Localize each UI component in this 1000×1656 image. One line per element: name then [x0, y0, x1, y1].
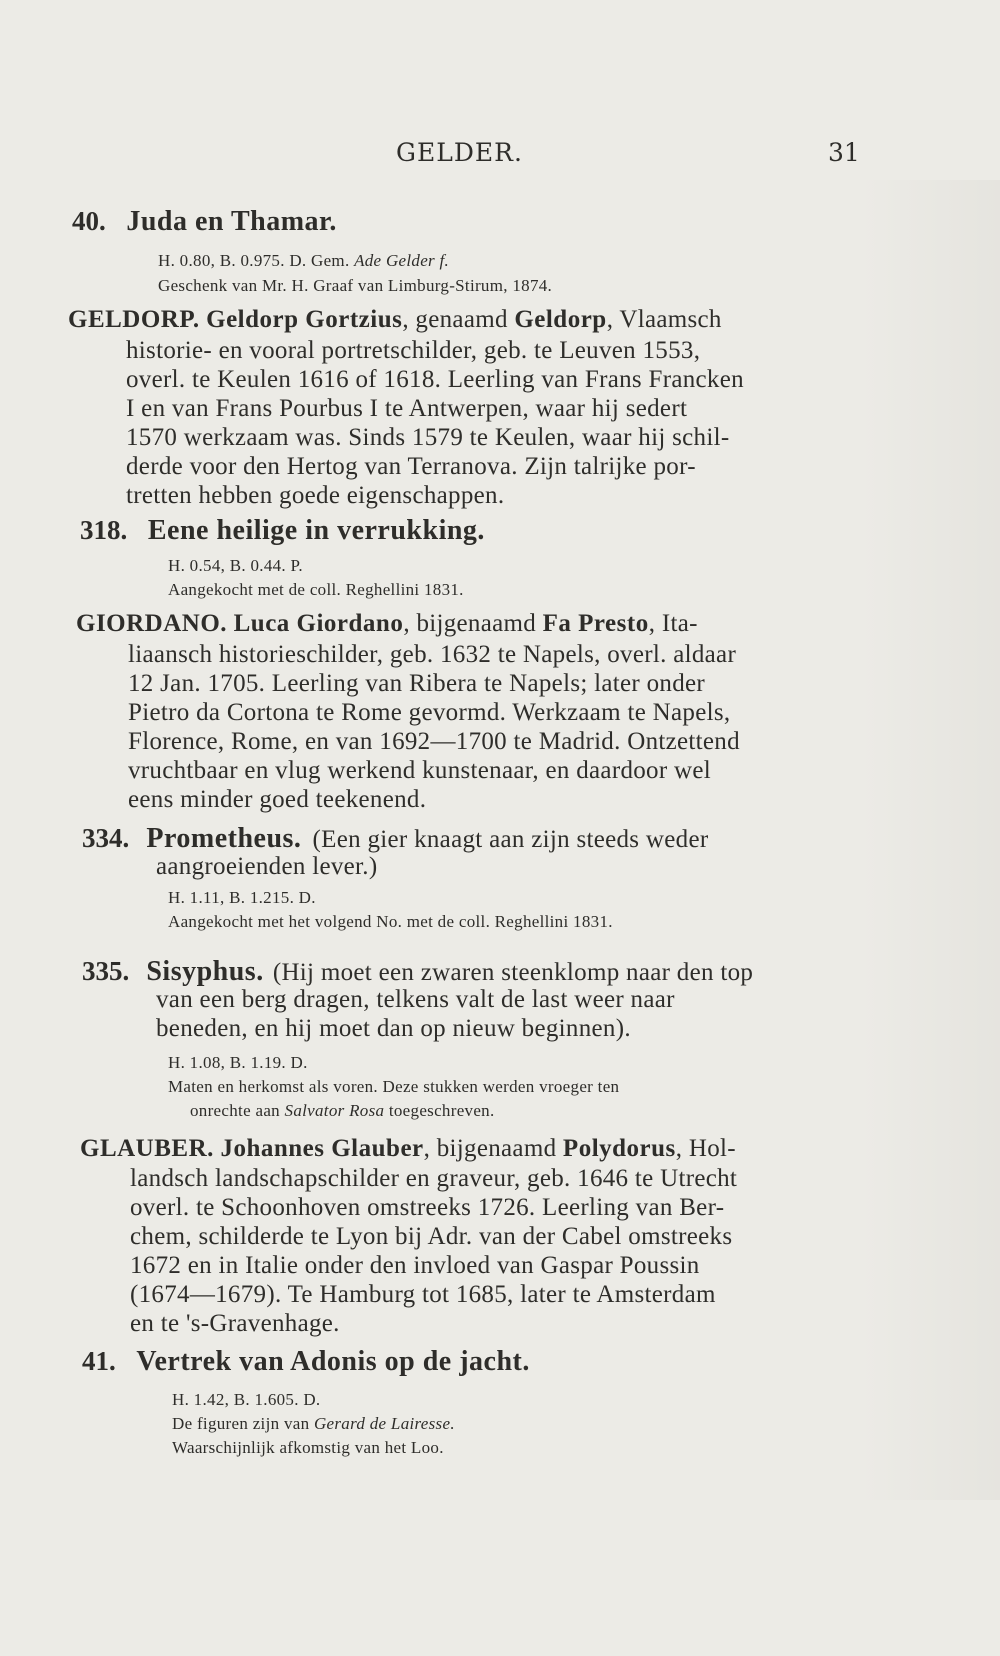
entry-number: 318.: [80, 515, 128, 545]
glauber-heading: [80, 1135, 736, 1163]
bio-line: landsch landschapschilder en graveur, geb. 1646 te Utrecht: [130, 1165, 738, 1192]
show-through-shadow: [860, 180, 1000, 1500]
entry-41-note: [172, 1414, 455, 1434]
note-text: De figuren zijn van: [172, 1414, 310, 1433]
bio-line: overl. te Schoonhoven omstreeks 1726. Leerling van Ber-: [130, 1194, 725, 1221]
entry-334-provenance: Aangekocht met het volgend No. met de coll. Reghellini 1831.: [168, 912, 613, 931]
bio-line: historie- en vooral portretschilder, geb. te Leuven 1553,: [126, 337, 701, 364]
entry-318-dimensions: H. 0.54, B. 0.44. P.: [168, 556, 303, 575]
bio-line: Pietro da Cortona te Rome gevormd. Werkzaam te Napels,: [128, 699, 731, 726]
connector-text: , Hol-: [675, 1135, 736, 1162]
entry-number: 335.: [82, 956, 130, 986]
entry-41-heading: [82, 1346, 530, 1378]
entry-title: Vertrek van Adonis op de jacht.: [136, 1346, 530, 1377]
bio-line: chem, schilderde te Lyon bij Adr. van der Cabel omstreeks: [130, 1223, 733, 1250]
entry-title: Juda en Thamar.: [126, 206, 337, 237]
bio-line: vruchtbaar en vlug werkend kunstenaar, en daardoor wel: [128, 757, 712, 784]
entry-description: aangroeienden lever.): [156, 853, 378, 880]
note-text: toegeschreven.: [388, 1101, 495, 1120]
bio-line: liaansch historieschilder, geb. 1632 te Napels, overl. aldaar: [128, 641, 737, 668]
entry-number: 334.: [82, 823, 130, 853]
artist-alias: Geldorp: [514, 306, 607, 333]
attributed-artist: Salvator Rosa: [284, 1101, 385, 1120]
entry-318-provenance: Aangekocht met de coll. Reghellini 1831.: [168, 580, 464, 599]
artist-alias: Polydorus: [562, 1135, 676, 1162]
entry-40-provenance: Geschenk van Mr. H. Graaf van Limburg-Stirum, 1874.: [158, 276, 553, 295]
note-text: onrechte aan: [190, 1101, 280, 1120]
bio-line: 12 Jan. 1705. Leerling van Ribera te Napels; later onder: [128, 670, 706, 697]
entry-40-heading: [72, 206, 337, 238]
connector-text: , Vlaamsch: [606, 306, 722, 333]
bio-line: Florence, Rome, en van 1692—1700 te Madrid. Ontzettend: [128, 728, 740, 755]
entry-number: 40.: [72, 206, 106, 236]
artist-surname: GELDORP.: [68, 306, 200, 333]
connector-text: , genaamd: [402, 306, 515, 333]
artist-full-name: Geldorp Gortzius: [206, 306, 403, 333]
bio-line: 1672 en in Italie onder den invloed van Gaspar Poussin: [130, 1252, 700, 1279]
entry-description: van een berg dragen, telkens valt de last weer naar: [156, 986, 675, 1013]
artist-full-name: Johannes Glauber: [220, 1135, 424, 1162]
connector-text: , bijgenaamd: [423, 1135, 563, 1162]
bio-line: overl. te Keulen 1616 of 1618. Leerling van Frans Francken: [126, 366, 744, 393]
giordano-heading: [76, 610, 698, 638]
entry-title: Sisyphus.: [146, 956, 264, 987]
entry-40-dimensions: [158, 251, 449, 271]
signature-text: Ade Gelder f.: [354, 251, 450, 270]
bio-line: en te 's-Gravenhage.: [130, 1310, 340, 1337]
entry-description: (Hij moet een zwaren steenklomp naar den top: [272, 959, 754, 986]
entry-41-provenance: Waarschijnlijk afkomstig van het Loo.: [172, 1438, 444, 1457]
artist-surname: GLAUBER.: [80, 1135, 214, 1162]
bio-line: derde voor den Hertog van Terranova. Zijn talrijke por-: [126, 453, 696, 480]
dimensions-text: H. 0.80, B. 0.975. D. Gem.: [158, 251, 350, 270]
entry-335-heading: [82, 956, 753, 988]
entry-number: 41.: [82, 1346, 116, 1376]
bio-line: tretten hebben goede eigenschappen.: [126, 482, 505, 509]
entry-description: beneden, en hij moet dan op nieuw beginnen).: [156, 1015, 631, 1042]
entry-41-dimensions: H. 1.42, B. 1.605. D.: [172, 1390, 321, 1409]
running-head: GELDER.: [396, 138, 523, 167]
connector-text: , Ita-: [648, 610, 698, 637]
entry-334-dimensions: H. 1.11, B. 1.215. D.: [168, 888, 316, 907]
bio-line: eens minder goed teekenend.: [128, 786, 427, 813]
bio-line: 1570 werkzaam was. Sinds 1579 te Keulen, waar hij schil-: [126, 424, 730, 451]
artist-full-name: Luca Giordano: [233, 610, 404, 637]
artist-surname: GIORDANO.: [76, 610, 228, 637]
bio-line: (1674—1679). Te Hamburg tot 1685, later te Amsterdam: [130, 1281, 716, 1308]
entry-334-heading: [82, 823, 708, 855]
entry-335-dimensions: H. 1.08, B. 1.19. D.: [168, 1053, 308, 1072]
entry-title: Prometheus.: [146, 823, 302, 854]
collaborating-artist: Gerard de Lairesse.: [313, 1414, 455, 1433]
entry-335-attribution: [190, 1101, 495, 1121]
entry-318-heading: [80, 515, 485, 547]
entry-title: Eene heilige in verrukking.: [147, 515, 485, 546]
page-number: 31: [828, 138, 860, 167]
entry-description: (Een gier knaagt aan zijn steeds weder: [312, 826, 709, 853]
artist-alias: Fa Presto: [542, 610, 649, 637]
bio-line: I en van Frans Pourbus I te Antwerpen, waar hij sedert: [126, 395, 688, 422]
geldorp-heading: [68, 306, 722, 334]
connector-text: , bijgenaamd: [403, 610, 543, 637]
entry-335-note: Maten en herkomst als voren. Deze stukken werden vroeger ten: [168, 1077, 620, 1096]
